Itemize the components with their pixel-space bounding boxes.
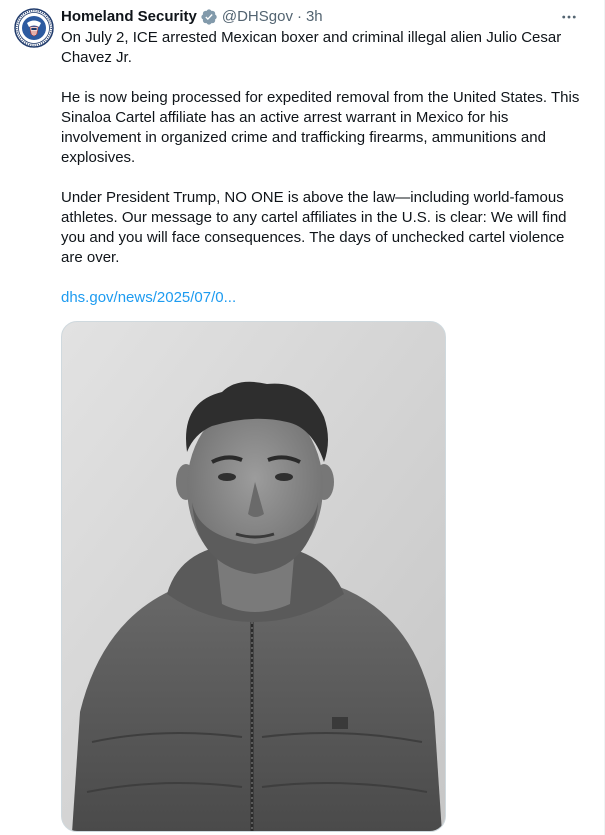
tweet-link[interactable]: dhs.gov/news/2025/07/0... — [61, 289, 237, 306]
more-options-icon[interactable] — [556, 6, 582, 28]
tweet-paragraph-3: Under President Trump, NO ONE is above the law—including world-famous athletes. Our message to any cartel affiliates in the U.S. is clear: We will find you and you will face consequences. The days of unchecked cartel violence are over. — [61, 189, 567, 266]
header-separator: · — [296, 8, 302, 25]
tweet-timestamp[interactable]: 3h — [305, 8, 323, 25]
tweet-paragraph-2: He is now being processed for expedited removal from the United States. This Sinaloa Cartel affiliate has an active arrest warrant in Mexico for his involvement in organized crime and trafficking firearms, ammunitions and explosives. — [61, 89, 580, 166]
tweet-paragraph-1: On July 2, ICE arrested Mexican boxer and criminal illegal alien Julio Cesar Chavez Jr. — [61, 29, 562, 66]
author-handle[interactable]: @DHSgov — [221, 8, 293, 25]
author-name[interactable]: Homeland Security — [61, 8, 197, 25]
tweet-header — [61, 7, 323, 27]
verified-badge-icon[interactable] — [200, 8, 218, 26]
tweet-text — [61, 28, 586, 268]
tweet-photo[interactable] — [61, 321, 446, 832]
dhs-seal-icon[interactable] — [14, 8, 54, 48]
